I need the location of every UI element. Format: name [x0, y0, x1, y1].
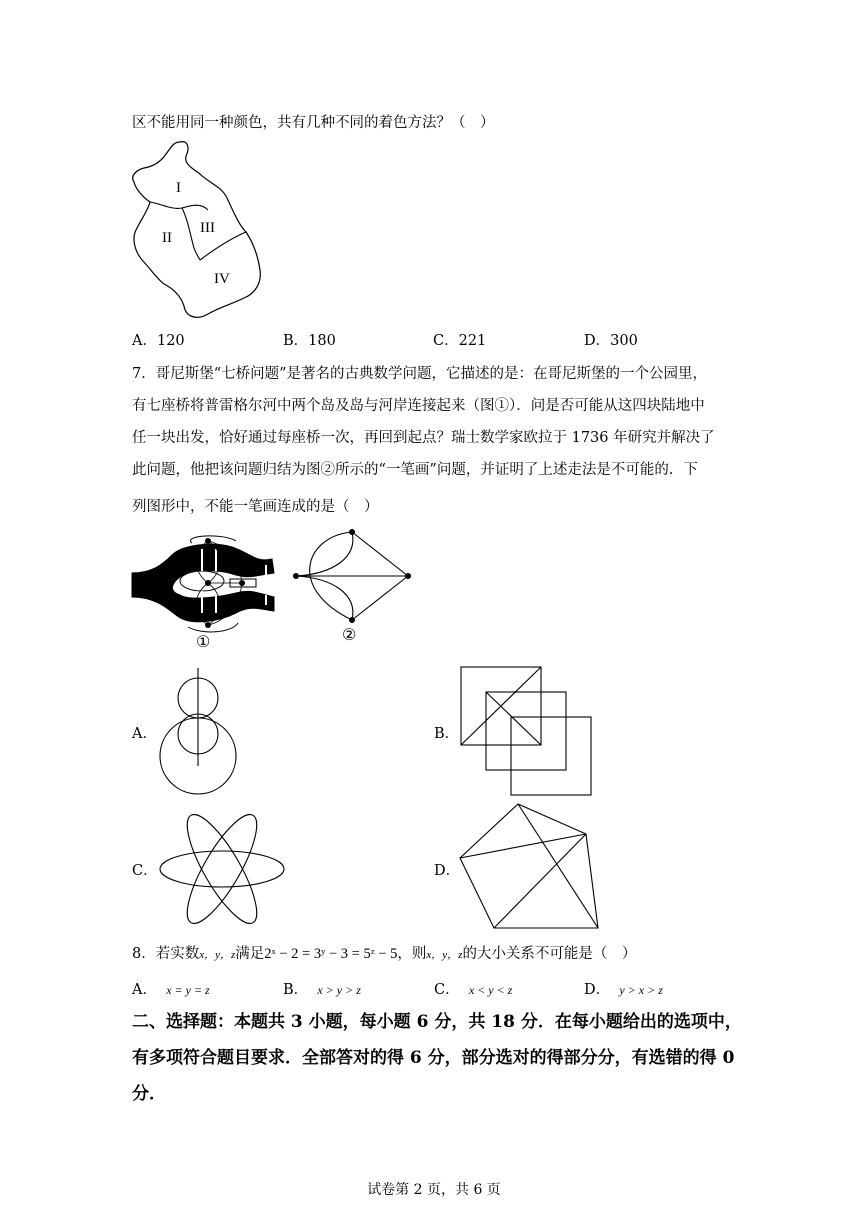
region-label-3: III	[200, 220, 215, 236]
q8-stem: 8．若实数x，y，z满足2ˣ − 2 = 3ʸ − 3 = 5ᶻ − 5，则x，y，z的大小关系不可能是（ ）	[132, 946, 637, 962]
q6-option-c[interactable]: C．221	[433, 333, 487, 349]
region-label-2: II	[162, 230, 172, 246]
q7-line-5: 列图形中，不能一笔画连成的是（ ）	[132, 499, 379, 515]
q7-line-1: 7．哥尼斯堡“七桥问题”是著名的古典数学问题，它描述的是：在哥尼斯堡的一个公园里，	[132, 366, 708, 382]
section2-line-2: 有多项符合题目要求．全部答对的得 6 分，部分选对的得部分分，有选错的得 0	[132, 1048, 735, 1068]
region-label-4: IV	[214, 271, 230, 287]
konigsberg-bridges-figure	[132, 535, 282, 635]
page-footer: 试卷第 2 页，共 6 页	[367, 1182, 501, 1198]
q6-stem: 区不能用同一种颜色，共有几种不同的着色方法？（ ）	[132, 115, 495, 131]
q6-option-d[interactable]: D．300	[584, 333, 638, 349]
figure-2-label: ②	[342, 627, 357, 644]
section2-line-1: 二、选择题：本题共 3 小题，每小题 6 分，共 18 分．在每小题给出的选项中，	[132, 1012, 742, 1032]
q7-option-c[interactable]: C．	[132, 863, 158, 879]
q8-option-a[interactable]: A． x = y = z	[132, 982, 210, 998]
section2-line-3: 分．	[132, 1084, 166, 1104]
option-b-squares-figure[interactable]	[459, 665, 593, 797]
q8-option-b[interactable]: B． x > y > z	[283, 982, 361, 998]
euler-graph-figure	[292, 528, 412, 628]
q7-option-d[interactable]: D．	[434, 863, 461, 879]
figure-1-label: ①	[196, 634, 211, 651]
q6-option-a[interactable]: A．120	[132, 333, 185, 349]
q7-option-b[interactable]: B．	[434, 726, 460, 742]
q7-option-a[interactable]: A．	[132, 726, 157, 742]
q7-line-3: 任一块出发，恰好通过每座桥一次，再回到起点？瑞士数学家欧拉于 1736 年研究并解决了	[132, 430, 715, 446]
q7-line-2: 有七座桥将普雷格尔河中两个岛及岛与河岸连接起来（图①）．问是否可能从这四块陆地中	[132, 398, 705, 414]
option-c-ellipses-figure[interactable]	[156, 806, 288, 932]
region-label-1: I	[176, 180, 181, 196]
q8-vars: x，y，z	[199, 949, 236, 961]
q8-option-d[interactable]: D． y > x > z	[584, 982, 663, 998]
q7-line-4: 此问题，他把该问题归结为图②所示的“一笔画”问题，并证明了上述走法是不可能的．下	[132, 462, 698, 478]
option-a-circles-figure[interactable]	[158, 668, 240, 798]
q6-option-b[interactable]: B．180	[283, 333, 336, 349]
q6-map-figure	[128, 138, 278, 323]
q8-option-c[interactable]: C． x < y < z	[434, 982, 513, 998]
q8-equation: 2ˣ − 2 = 3ʸ − 3 = 5ᶻ − 5	[264, 946, 398, 962]
option-d-pentagon-figure[interactable]	[458, 802, 602, 932]
